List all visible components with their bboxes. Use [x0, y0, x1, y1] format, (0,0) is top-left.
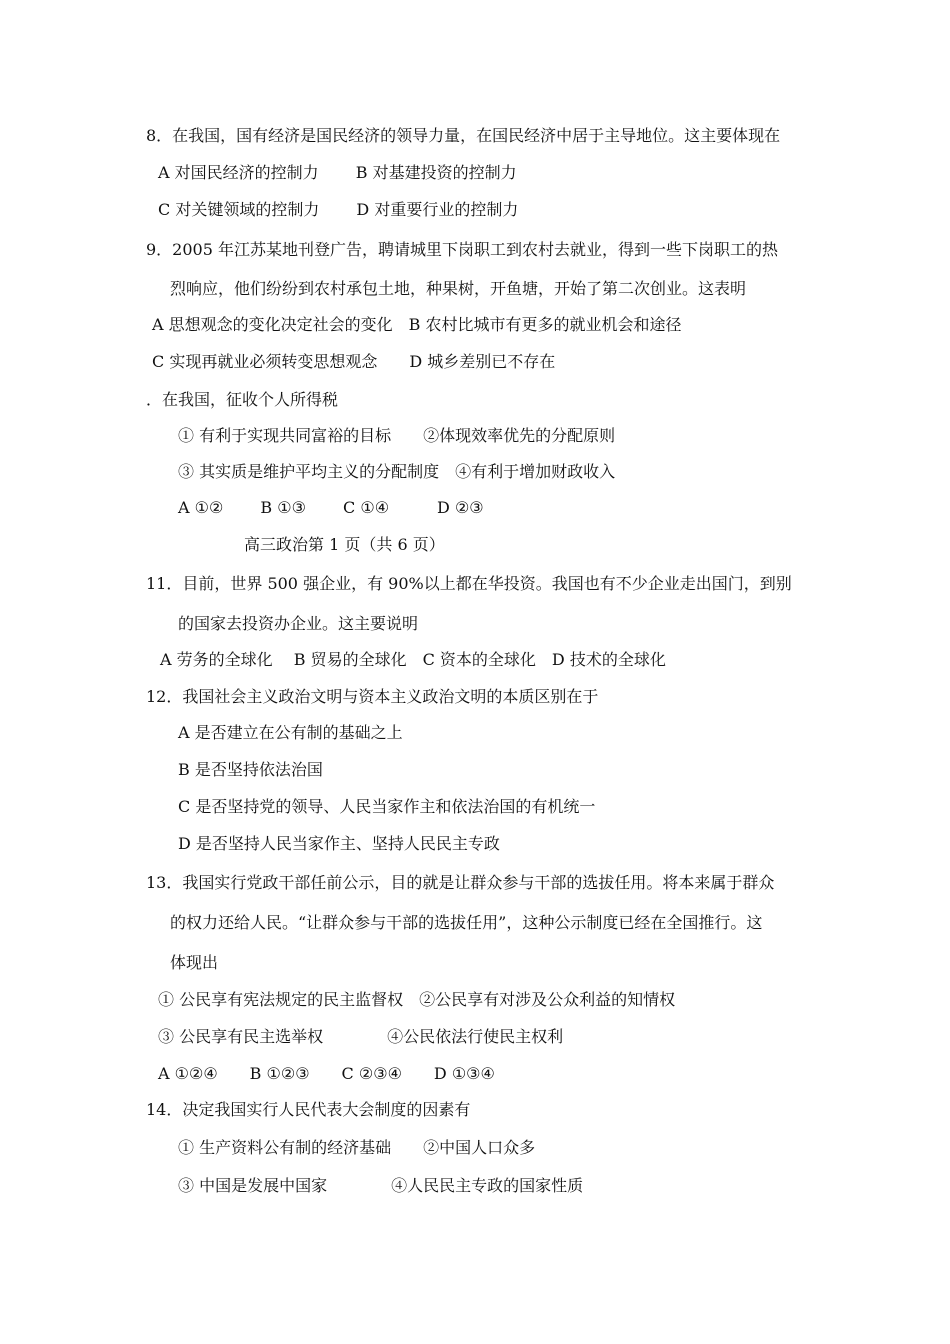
q9-options-cd: C 实现再就业必须转变思想观念 D 城乡差别已不存在 [152, 352, 556, 371]
q12-option-b: B 是否坚持依法治国 [178, 760, 323, 779]
q12-option-d: D 是否坚持人民当家作主、坚持人民民主专政 [178, 834, 500, 853]
q14-item-34: ③ 中国是发展中国家 ④人民民主专政的国家性质 [178, 1176, 584, 1195]
q10-options: A ①② B ①③ C ①④ D ②③ [178, 498, 484, 517]
q11-stem-line2: 的国家去投资办企业。这主要说明 [178, 614, 419, 633]
page-footer: 高三政治第 1 页（共 6 页） [244, 535, 445, 554]
q13-item-12: ① 公民享有宪法规定的民主监督权 ②公民享有对涉及公众利益的知情权 [158, 990, 676, 1009]
q12-option-a: A 是否建立在公有制的基础之上 [178, 723, 403, 742]
q9-stem-line2: 烈响应，他们纷纷到农村承包土地，种果树，开鱼塘，开始了第二次创业。这表明 [170, 279, 747, 298]
q10-item-34: ③ 其实质是维护平均主义的分配制度 ④有利于增加财政收入 [178, 462, 616, 481]
q9-options-ab: A 思想观念的变化决定社会的变化 B 农村比城市有更多的就业机会和途径 [152, 315, 682, 334]
q8-stem: 8．在我国，国有经济是国民经济的领导力量，在国民经济中居于主导地位。这主要体现在 [146, 126, 781, 145]
q13-item-34: ③ 公民享有民主选举权 ④公民依法行使民主权利 [158, 1027, 564, 1046]
q13-stem-line3: 体现出 [170, 953, 219, 972]
q14-stem: 14．决定我国实行人民代表大会制度的因素有 [146, 1100, 471, 1119]
q9-stem-line1: 9．2005 年江苏某地刊登广告，聘请城里下岗职工到农村去就业，得到一些下岗职工的热 [146, 240, 778, 259]
q10-item-12: ① 有利于实现共同富裕的目标 ②体现效率优先的分配原则 [178, 426, 616, 445]
q8-options-cd: C 对关键领域的控制力 D 对重要行业的控制力 [158, 200, 519, 219]
q11-stem-line1: 11．目前，世界 500 强企业，有 90%以上都在华投资。我国也有不少企业走出国门，到别 [146, 574, 792, 593]
q11-options: A 劳务的全球化 B 贸易的全球化 C 资本的全球化 D 技术的全球化 [160, 650, 666, 669]
q12-stem: 12．我国社会主义政治文明与资本主义政治文明的本质区别在于 [146, 687, 599, 706]
q10-stem: ．在我国，征收个人所得税 [146, 390, 339, 409]
q13-stem-line1: 13．我国实行党政干部任前公示，目的就是让群众参与干部的选拔任用。将本来属于群众 [146, 873, 775, 892]
q12-option-c: C 是否坚持党的领导、人民当家作主和依法治国的有机统一 [178, 797, 596, 816]
q14-item-12: ① 生产资料公有制的经济基础 ②中国人口众多 [178, 1138, 536, 1157]
q8-options-ab: A 对国民经济的控制力 B 对基建投资的控制力 [158, 163, 517, 182]
q13-stem-line2: 的权力还给人民。“让群众参与干部的选拔任用”，这种公示制度已经在全国推行。这 [170, 913, 763, 932]
q13-options: A ①②④ B ①②③ C ②③④ D ①③④ [158, 1064, 495, 1083]
